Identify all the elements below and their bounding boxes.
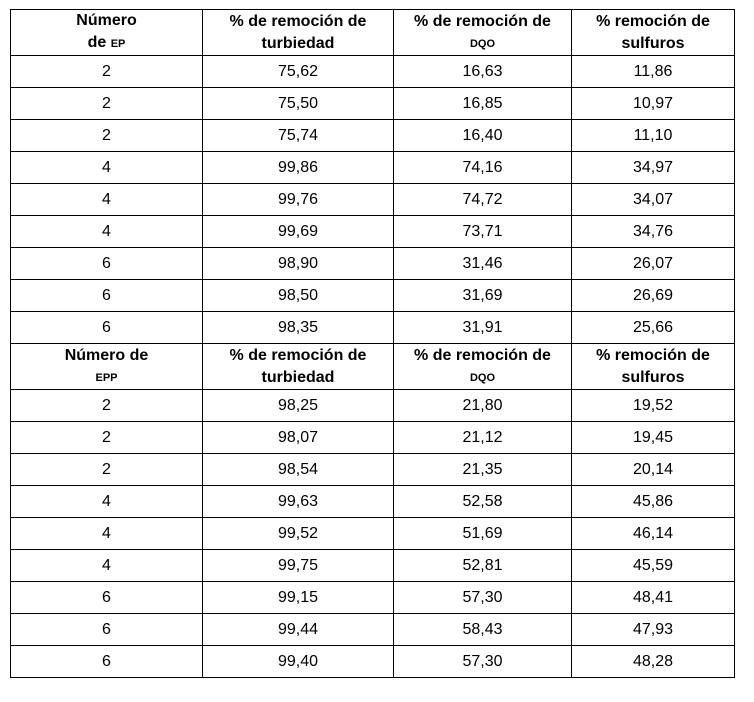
epp-cell-dqo: 21,12 [394,422,572,454]
epp-cell-turbidity: 99,15 [203,582,394,614]
ep-cell-sulfides: 34,76 [572,216,735,248]
results-table-body [11,10,735,678]
epp-cell-turbidity: 99,52 [203,518,394,550]
epp-cell-turbidity: 98,07 [203,422,394,454]
epp-cell-number: 6 [11,614,203,646]
table-row [11,454,735,486]
epp-cell-sulfides: 19,52 [572,390,735,422]
ep-cell-turbidity: 75,62 [203,56,394,88]
table-row [11,312,735,344]
epp-cell-turbidity: 99,75 [203,550,394,582]
ep-cell-sulfides: 34,97 [572,152,735,184]
epp-cell-sulfides: 46,14 [572,518,735,550]
epp-cell-number: 4 [11,486,203,518]
epp-cell-sulfides: 45,86 [572,486,735,518]
epp-cell-turbidity: 99,40 [203,646,394,678]
ep-cell-turbidity: 75,50 [203,88,394,120]
table-row [11,614,735,646]
epp-cell-turbidity: 98,25 [203,390,394,422]
ep-cell-turbidity: 99,86 [203,152,394,184]
epp-cell-dqo: 21,35 [394,454,572,486]
table-row [11,550,735,582]
epp-cell-number: 6 [11,582,203,614]
ep-cell-number: 2 [11,56,203,88]
table-row [11,152,735,184]
ep-cell-number: 2 [11,88,203,120]
epp-cell-dqo: 58,43 [394,614,572,646]
epp-cell-number: 4 [11,550,203,582]
ep-cell-sulfides: 10,97 [572,88,735,120]
epp-cell-sulfides: 20,14 [572,454,735,486]
ep-cell-turbidity: 98,50 [203,280,394,312]
table-row [11,184,735,216]
ep-cell-sulfides: 25,66 [572,312,735,344]
results-table [10,9,735,678]
ep-cell-number: 6 [11,248,203,280]
ep-cell-number: 6 [11,312,203,344]
header-turbidity-epp: % de remoción de turbiedad [203,344,394,390]
table-row [11,390,735,422]
epp-cell-number: 2 [11,422,203,454]
table-row [11,582,735,614]
epp-cell-number: 2 [11,454,203,486]
epp-cell-dqo: 57,30 [394,582,572,614]
ep-cell-dqo: 31,46 [394,248,572,280]
epp-cell-sulfides: 48,28 [572,646,735,678]
ep-cell-turbidity: 99,69 [203,216,394,248]
epp-cell-dqo: 52,58 [394,486,572,518]
epp-cell-number: 4 [11,518,203,550]
table-row [11,518,735,550]
header-sulfides-epp: % remoción de sulfuros [572,344,735,390]
ep-cell-dqo: 31,69 [394,280,572,312]
epp-cell-sulfides: 47,93 [572,614,735,646]
table-row [11,216,735,248]
ep-cell-turbidity: 98,90 [203,248,394,280]
epp-cell-dqo: 51,69 [394,518,572,550]
table-row [11,646,735,678]
header-turbidity-ep: % de remoción de turbiedad [203,10,394,56]
ep-cell-number: 4 [11,152,203,184]
header-row-epp [11,344,735,390]
ep-cell-sulfides: 34,07 [572,184,735,216]
epp-cell-turbidity: 99,63 [203,486,394,518]
epp-cell-number: 2 [11,390,203,422]
header-sulfides-ep: % remoción de sulfuros [572,10,735,56]
ep-cell-turbidity: 75,74 [203,120,394,152]
epp-cell-dqo: 52,81 [394,550,572,582]
table-row [11,486,735,518]
table-row [11,422,735,454]
epp-cell-sulfides: 19,45 [572,422,735,454]
ep-cell-dqo: 16,85 [394,88,572,120]
ep-cell-dqo: 74,72 [394,184,572,216]
ep-cell-dqo: 73,71 [394,216,572,248]
table-row [11,248,735,280]
header-number-ep: Número de EP [11,10,203,56]
ep-cell-sulfides: 26,07 [572,248,735,280]
ep-cell-dqo: 31,91 [394,312,572,344]
ep-cell-sulfides: 11,86 [572,56,735,88]
ep-cell-turbidity: 98,35 [203,312,394,344]
ep-cell-number: 4 [11,184,203,216]
ep-cell-number: 2 [11,120,203,152]
ep-cell-number: 6 [11,280,203,312]
epp-cell-turbidity: 98,54 [203,454,394,486]
epp-cell-sulfides: 48,41 [572,582,735,614]
table-row [11,56,735,88]
header-dqo-epp: % de remoción de DQO [394,344,572,390]
epp-cell-dqo: 21,80 [394,390,572,422]
epp-cell-sulfides: 45,59 [572,550,735,582]
header-number-epp: Número de EPP [11,344,203,390]
ep-cell-sulfides: 11,10 [572,120,735,152]
ep-cell-dqo: 16,40 [394,120,572,152]
ep-cell-sulfides: 26,69 [572,280,735,312]
epp-cell-number: 6 [11,646,203,678]
ep-cell-dqo: 74,16 [394,152,572,184]
table-row [11,88,735,120]
ep-cell-turbidity: 99,76 [203,184,394,216]
table-row [11,120,735,152]
header-row-ep [11,10,735,56]
ep-cell-dqo: 16,63 [394,56,572,88]
epp-cell-turbidity: 99,44 [203,614,394,646]
epp-cell-dqo: 57,30 [394,646,572,678]
ep-cell-number: 4 [11,216,203,248]
header-dqo-ep: % de remoción de DQO [394,10,572,56]
table-row [11,280,735,312]
